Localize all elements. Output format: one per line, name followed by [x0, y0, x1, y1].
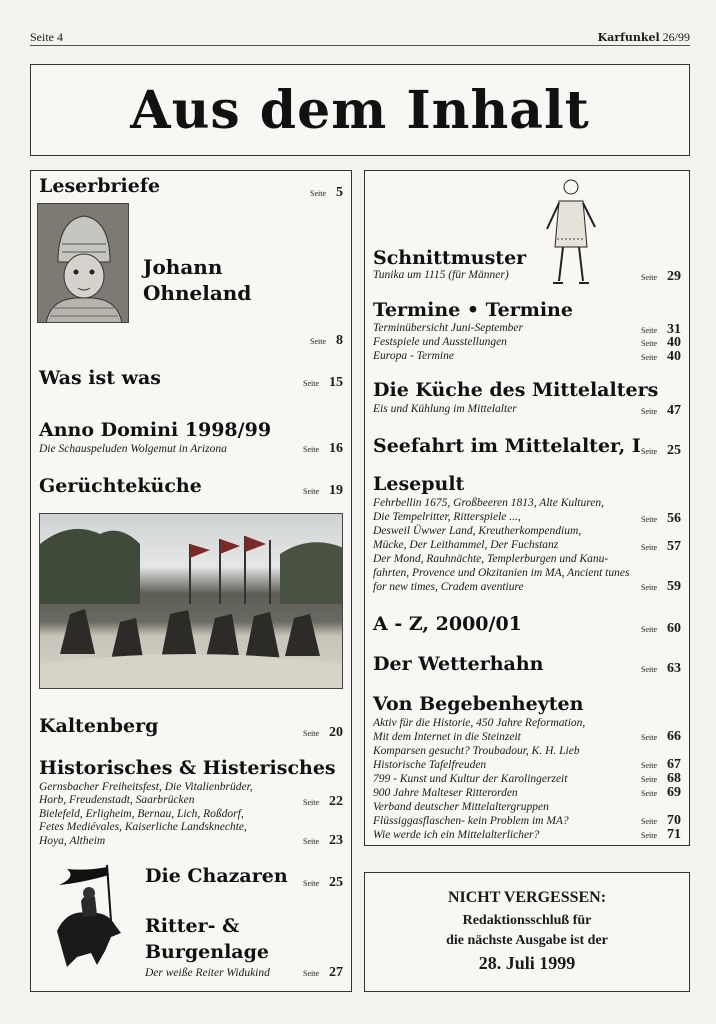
section-lesepult: Lesepult — [373, 473, 465, 495]
ritter-subtitle: Der weiße Reiter Widukind — [145, 967, 270, 979]
knight-on-horse-drawing — [37, 861, 131, 973]
page-ref-termine-1: Seite 31 — [641, 322, 681, 337]
termine-item-1: Terminübersicht Juni-September — [373, 322, 524, 334]
section-chazaren: Die Chazaren — [145, 865, 288, 887]
notice-heading: NICHT VERGESSEN: — [447, 889, 607, 906]
schnittmuster-subtitle: Tunika um 1115 (für Männer) — [373, 269, 509, 281]
page-ref-kaltenberg: Seite 20 — [303, 725, 343, 740]
knight-portrait-image — [37, 203, 129, 323]
begeben-line5: 799 - Kunst und Kultur der Karolingerzeit — [373, 773, 568, 785]
page-ref-kueche: Seite 47 — [641, 403, 681, 418]
begeben-line8: Flüssiggasflaschen- kein Problem im MA? — [373, 815, 569, 827]
termine-item-2: Festspiele und Ausstellungen — [373, 336, 507, 348]
page-ref-begeben-68: Seite 68 — [641, 771, 681, 786]
begeben-line4: Historische Tafelfreuden — [373, 759, 487, 771]
lesepult-line2: Die Tempelritter, Ritterspiele ..., — [373, 511, 521, 523]
section-was-ist-was: Was ist was — [39, 367, 161, 389]
page-ref-begeben-67: Seite 67 — [641, 757, 681, 772]
page-title: Aus dem Inhalt — [130, 79, 590, 141]
issue-label — [598, 30, 690, 45]
page-ref-lesepult-1: Seite 56 — [641, 511, 681, 526]
page-ref-chazaren: Seite 25 — [303, 875, 343, 890]
section-seefahrt: Seefahrt im Mittelalter, I — [373, 435, 641, 457]
begeben-line2: Mit dem Internet in die Steinzeit — [373, 731, 521, 743]
lesepult-line7: for new times, Cradem aventiure — [373, 581, 524, 593]
left-column — [30, 170, 352, 992]
page-ref-anno-domini: Seite 16 — [303, 441, 343, 456]
section-termine: Termine • Termine — [373, 299, 573, 321]
page-ref-lesepult-3: Seite 59 — [641, 579, 681, 594]
deadline-notice — [364, 872, 690, 992]
lesepult-line3: Desweil Üwwer Land, Kreutherkompendium, — [373, 525, 582, 537]
page-ref-schnittmuster: Seite 29 — [641, 269, 681, 284]
notice-line2: Redaktionsschluß für — [462, 913, 592, 928]
knights-tournament-photo — [39, 513, 343, 689]
historisches-line4: Fetes Mediévales, Kaiserliche Landsknechte, — [39, 821, 247, 833]
begeben-line9: Wie werde ich ein Mittelalterlicher? — [373, 829, 540, 841]
page-ref-was-ist-was: Seite 15 — [303, 375, 343, 390]
lesepult-line1: Fehrbellin 1675, Großbeeren 1813, Alte Kulturen, — [373, 497, 605, 509]
historisches-line1: Gernsbacher Freiheitsfest, Die Vitalienbrüder, — [39, 781, 253, 793]
historisches-line2: Horb, Freudenstadt, Saarbrücken — [39, 794, 195, 806]
section-kueche: Die Küche des Mittelalters — [373, 379, 659, 401]
lesepult-line5: Der Mond, Rauhnächte, Templerburgen und Kanu- — [373, 553, 609, 565]
page-header — [30, 28, 690, 46]
section-geruechtekueche: Gerüchteküche — [39, 475, 202, 497]
section-anno-domini: Anno Domini 1998/99 — [39, 419, 272, 441]
magazine-name: Karfunkel — [597, 31, 660, 44]
page-ref-historisches-1: Seite 22 — [303, 794, 343, 809]
begeben-line6: 900 Jahre Malteser Ritterorden — [373, 787, 518, 799]
page-ref-termine-2: Seite 40 — [641, 335, 681, 350]
page-ref-termine-3: Seite 40 — [641, 349, 681, 364]
page-ref-leserbriefe: Seite 5 — [310, 185, 343, 200]
kueche-subtitle: Eis und Kühlung im Mittelalter — [373, 403, 517, 415]
page-ref-a-z: Seite 60 — [641, 621, 681, 636]
page-ref-geruechtekueche: Seite 19 — [303, 483, 343, 498]
section-begebenheyten: Von Begebenheyten — [373, 693, 584, 715]
begeben-line7: Verband deutscher Mittelaltergruppen — [373, 801, 549, 813]
section-kaltenberg: Kaltenberg — [39, 715, 159, 737]
page-ref-lesepult-2: Seite 57 — [641, 539, 681, 554]
section-ritter-line1: Ritter- & — [145, 915, 240, 937]
notice-date: 28. Juli 1999 — [478, 953, 576, 973]
lesepult-line6: fahrten, Provence und Okzitanien im MA, Ancient tunes — [373, 567, 630, 579]
johann-line1: Johann — [143, 255, 223, 279]
page-ref-begeben-66: Seite 66 — [641, 729, 681, 744]
begeben-line1: Aktiv für die Historie, 450 Jahre Reformation, — [373, 717, 586, 729]
section-a-z: A - Z, 2000/01 — [373, 613, 522, 635]
section-wetterhahn: Der Wetterhahn — [373, 653, 544, 675]
page-ref-ritter: Seite 27 — [303, 965, 343, 980]
johann-line2: Ohneland — [143, 281, 252, 305]
page-ref-seefahrt: Seite 25 — [641, 443, 681, 458]
section-leserbriefe: Leserbriefe — [39, 175, 161, 197]
section-historisches: Historisches & Histerisches — [39, 757, 336, 779]
page-ref-begeben-69: Seite 69 — [641, 785, 681, 800]
section-ritter-line2: Burgenlage — [145, 941, 269, 963]
page-ref-begeben-71: Seite 71 — [641, 827, 681, 842]
anno-domini-subtitle: Die Schauspeluden Wolgemut in Arizona — [39, 443, 227, 455]
page-number: Seite 4 — [30, 30, 63, 44]
tunic-figure-drawing — [541, 177, 601, 289]
page-ref-historisches-2: Seite 23 — [303, 833, 343, 848]
page-ref-wetterhahn: Seite 63 — [641, 661, 681, 676]
lesepult-line4: Mücke, Der Leithammel, Der Fuchstanz — [373, 539, 559, 551]
issue-number: 26/99 — [662, 30, 690, 44]
begeben-line3: Komparsen gesucht? Troubadour, K. H. Lieb — [373, 745, 580, 757]
section-schnittmuster: Schnittmuster — [373, 247, 527, 269]
page-ref-johann: Seite 8 — [310, 333, 343, 348]
page-ref-begeben-70: Seite 70 — [641, 813, 681, 828]
historisches-line3: Bielefeld, Erligheim, Bernau, Lich, Roßdorf, — [39, 808, 244, 820]
historisches-line5: Hoya, Altheim — [39, 835, 106, 847]
right-column — [364, 170, 690, 846]
title-box — [30, 64, 690, 156]
notice-line3: die nächste Ausgabe ist der — [446, 933, 608, 948]
termine-item-3: Europa - Termine — [373, 350, 454, 362]
